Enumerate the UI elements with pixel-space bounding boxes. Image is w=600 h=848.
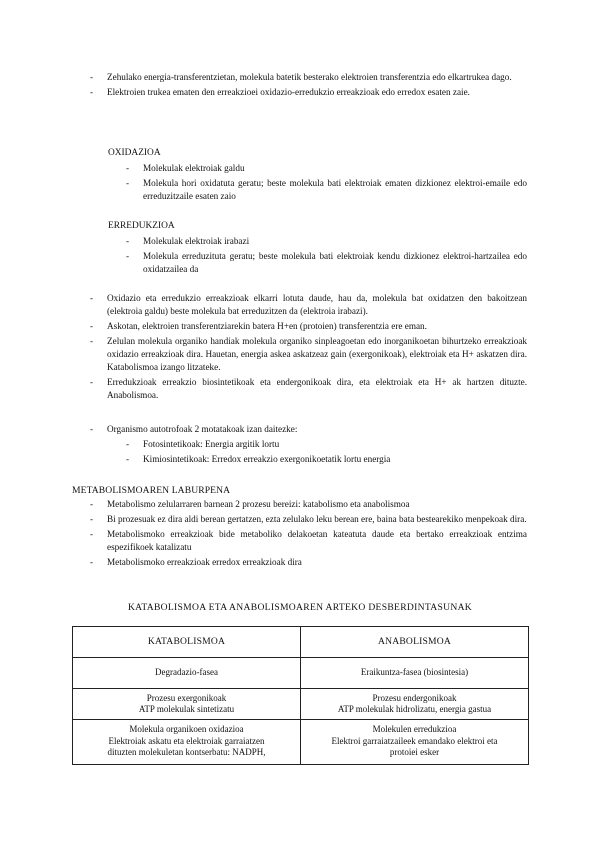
laburpena-bullet-list [90,498,527,571]
table-cell: Degradazio-fasea [73,658,301,689]
autotrofoak-sub-list [126,438,527,468]
list-item: - Askotan, elektroien transferentziarekin batera H+en (protoien) transferentzia ere eman. [90,321,427,331]
list-item: - Zelulan molekula organiko handiak molekula organiko sinpleagoetan edo inorganikoetan bihurtzeko erreakzioak oxidazio erreakzioak dira. Hauetan, energia askea askatzeaz gain (exergonikoak), elektroiak eta H+ askatzen dira. Katabolismoa izango litzateke. [90,336,527,372]
autotrofoak-bullet-list [90,423,527,438]
table-row [73,658,529,689]
table-row [73,720,529,765]
laburpena-heading: METABOLISMOAREN LABURPENA [72,485,231,496]
list-item: - Organismo autotrofoak 2 motatakoak izan daitezke: [90,424,298,434]
table-cell: Prozesu exergonikoak ATP molekulak sintetizatu [73,689,301,720]
intro-bullet-list [90,71,527,101]
list-item: - Metabolismoko erreakzioak erredox erreakzioak dira [90,557,302,567]
table-cell: Prozesu endergonikoak ATP molekulak hidrolizatu, energia gastua [301,689,529,720]
erredukzioa-list [126,235,527,278]
list-item: - Erredukzioak erreakzio biosintetikoak eta endergonikoak dira, eta elektroiak eta H+ ak hartzen dituzte. Anabolismoa. [90,377,527,400]
comparison-table [72,626,529,765]
header-anabolismoa: ANABOLISMOA [301,627,529,658]
redox-bullet-list [90,292,527,404]
table-header-row [73,627,529,658]
list-item: - Kimiosintetikoak: Erredox erreakzio exergonikoetatik lortu energia [126,454,391,464]
header-katabolismoa: KATABOLISMOA [73,627,301,658]
erredukzioa-heading: ERREDUKZIOA [108,221,175,231]
oxidazioa-list [126,162,527,205]
list-item: - Molekulak elektroiak galdu [126,163,245,173]
table-title: KATABOLISMOA ETA ANABOLISMOAREN ARTEKO DESBERDINTASUNAK [127,602,473,613]
list-item: - Elektroien trukea ematen den erreakzioei oxidazio-erredukzio erreakzioak edo erredox esaten zaie. [90,87,470,97]
table-cell: Molekulen erredukzioa Elektroi garraiatzaileek emandako elektroi eta protoiei esker [301,720,529,765]
table-row [73,689,529,720]
list-item: - Metabolismoko erreakzioak bide metaboliko delakoetan kateatuta daude eta bertako erreakzioak entzima espezifikoek katalizatu [90,529,527,552]
table-cell: Molekula organikoen oxidazioa Elektroiak askatu eta elektroiak garraiatzen dituzten molekuletan kontserbatu: NADPH, [73,720,301,765]
list-item: - Zehulako energia-transferentzietan, molekula batetik besterako elektroien transferentzia edo elkartrukea dago. [90,72,512,82]
list-item: - Molekulak elektroiak irabazi [126,236,250,246]
list-item: - Oxidazio eta erredukzio erreakzioak elkarri lotuta daude, hau da, molekula bat oxidatzen den bakoitzean (elektroia galdu) beste molekula bat erreduzitzen da (elektroia irabazi). [90,293,527,316]
table-cell: Eraikuntza-fasea (biosintesia) [301,658,529,689]
list-item: - Molekula hori oxidatuta geratu; beste molekula bati elektroiak ematen dizkionez elektroi-emaile edo erreduzitzaile esaten zaio [126,178,527,201]
oxidazioa-heading: OXIDAZIOA [108,148,161,158]
list-item: - Molekula erreduzituta geratu; beste molekula bati elektroiak kendu dizkionez elektroi-hartzailea edo oxidatzailea da [126,251,527,274]
list-item: - Metabolismo zelularraren barnean 2 prozesu bereizi: katabolismo eta anabolismoa [90,499,410,509]
list-item: - Bi prozesuak ez dira aldi berean gertatzen, ezta zelulako leku berean ere, baina bata bestearekiko menpekoak dira. [90,514,527,524]
list-item: - Fotosintetikoak: Energia argitik lortu [126,439,280,449]
